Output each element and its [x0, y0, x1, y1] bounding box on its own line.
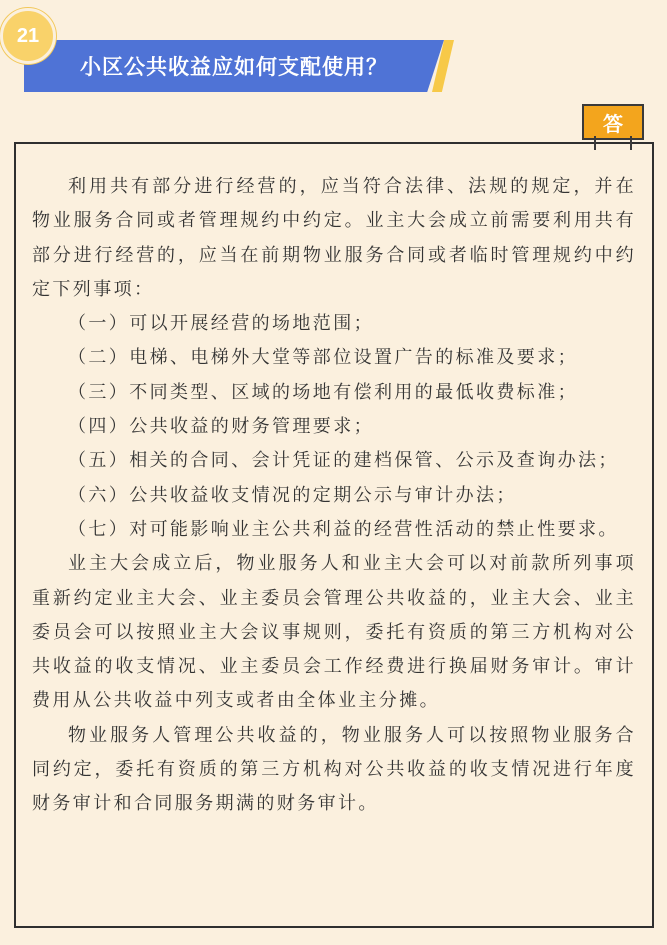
- answer-tag: [582, 104, 644, 140]
- question-title: 小区公共收益应如何支配使用？: [80, 55, 388, 79]
- question-number: 21: [16, 24, 40, 47]
- answer-list-item: （四）公共收益的财务管理要求；: [68, 416, 374, 438]
- answer-list-item: （七）对可能影响业主公共利益的经营性活动的禁止性要求。: [68, 518, 619, 540]
- answer-paragraph: 业主大会成立后，物业服务人和业主大会可以对前款所列事项重新约定业主大会、业主委员会管理公共收益的，业主大会、业主委员会可以按照业主大会议事规则，委托有资质的第三方机构对公共收益的收支情况、业主委员会工作经费进行换届财务审计。审计费用从公共收益中列支或者由全体业主分摊。: [32, 553, 636, 712]
- answer-list-item: （五）相关的合同、会计凭证的建档保管、公示及查询办法；: [68, 450, 619, 472]
- answer-paragraph: 利用共有部分进行经营的，应当符合法律、法规的规定，并在物业服务合同或者管理规约中约定。业主大会成立前需要利用共有部分进行经营的，应当在前期物业服务合同或者临时管理规约中约定下列事项：: [32, 176, 636, 300]
- tag-pin-left: [594, 136, 596, 150]
- answer-box: [14, 142, 654, 928]
- answer-list-item: （二）电梯、电梯外大堂等部位设置广告的标准及要求；: [68, 347, 578, 369]
- tag-pin-right: [630, 136, 632, 150]
- answer-list-item: （六）公共收益收支情况的定期公示与审计办法；: [68, 484, 517, 506]
- answer-list-item: （三）不同类型、区域的场地有偿利用的最低收费标准；: [68, 381, 578, 403]
- answer-tag-label: 答: [603, 111, 623, 136]
- question-number-badge: [0, 8, 56, 64]
- answer-list-item: （一）可以开展经营的场地范围；: [68, 313, 374, 335]
- answer-paragraph: 物业服务人管理公共收益的，物业服务人可以按照物业服务合同约定，委托有资质的第三方机构对公共收益的收支情况进行年度财务审计和合同服务期满的财务审计。: [32, 724, 636, 815]
